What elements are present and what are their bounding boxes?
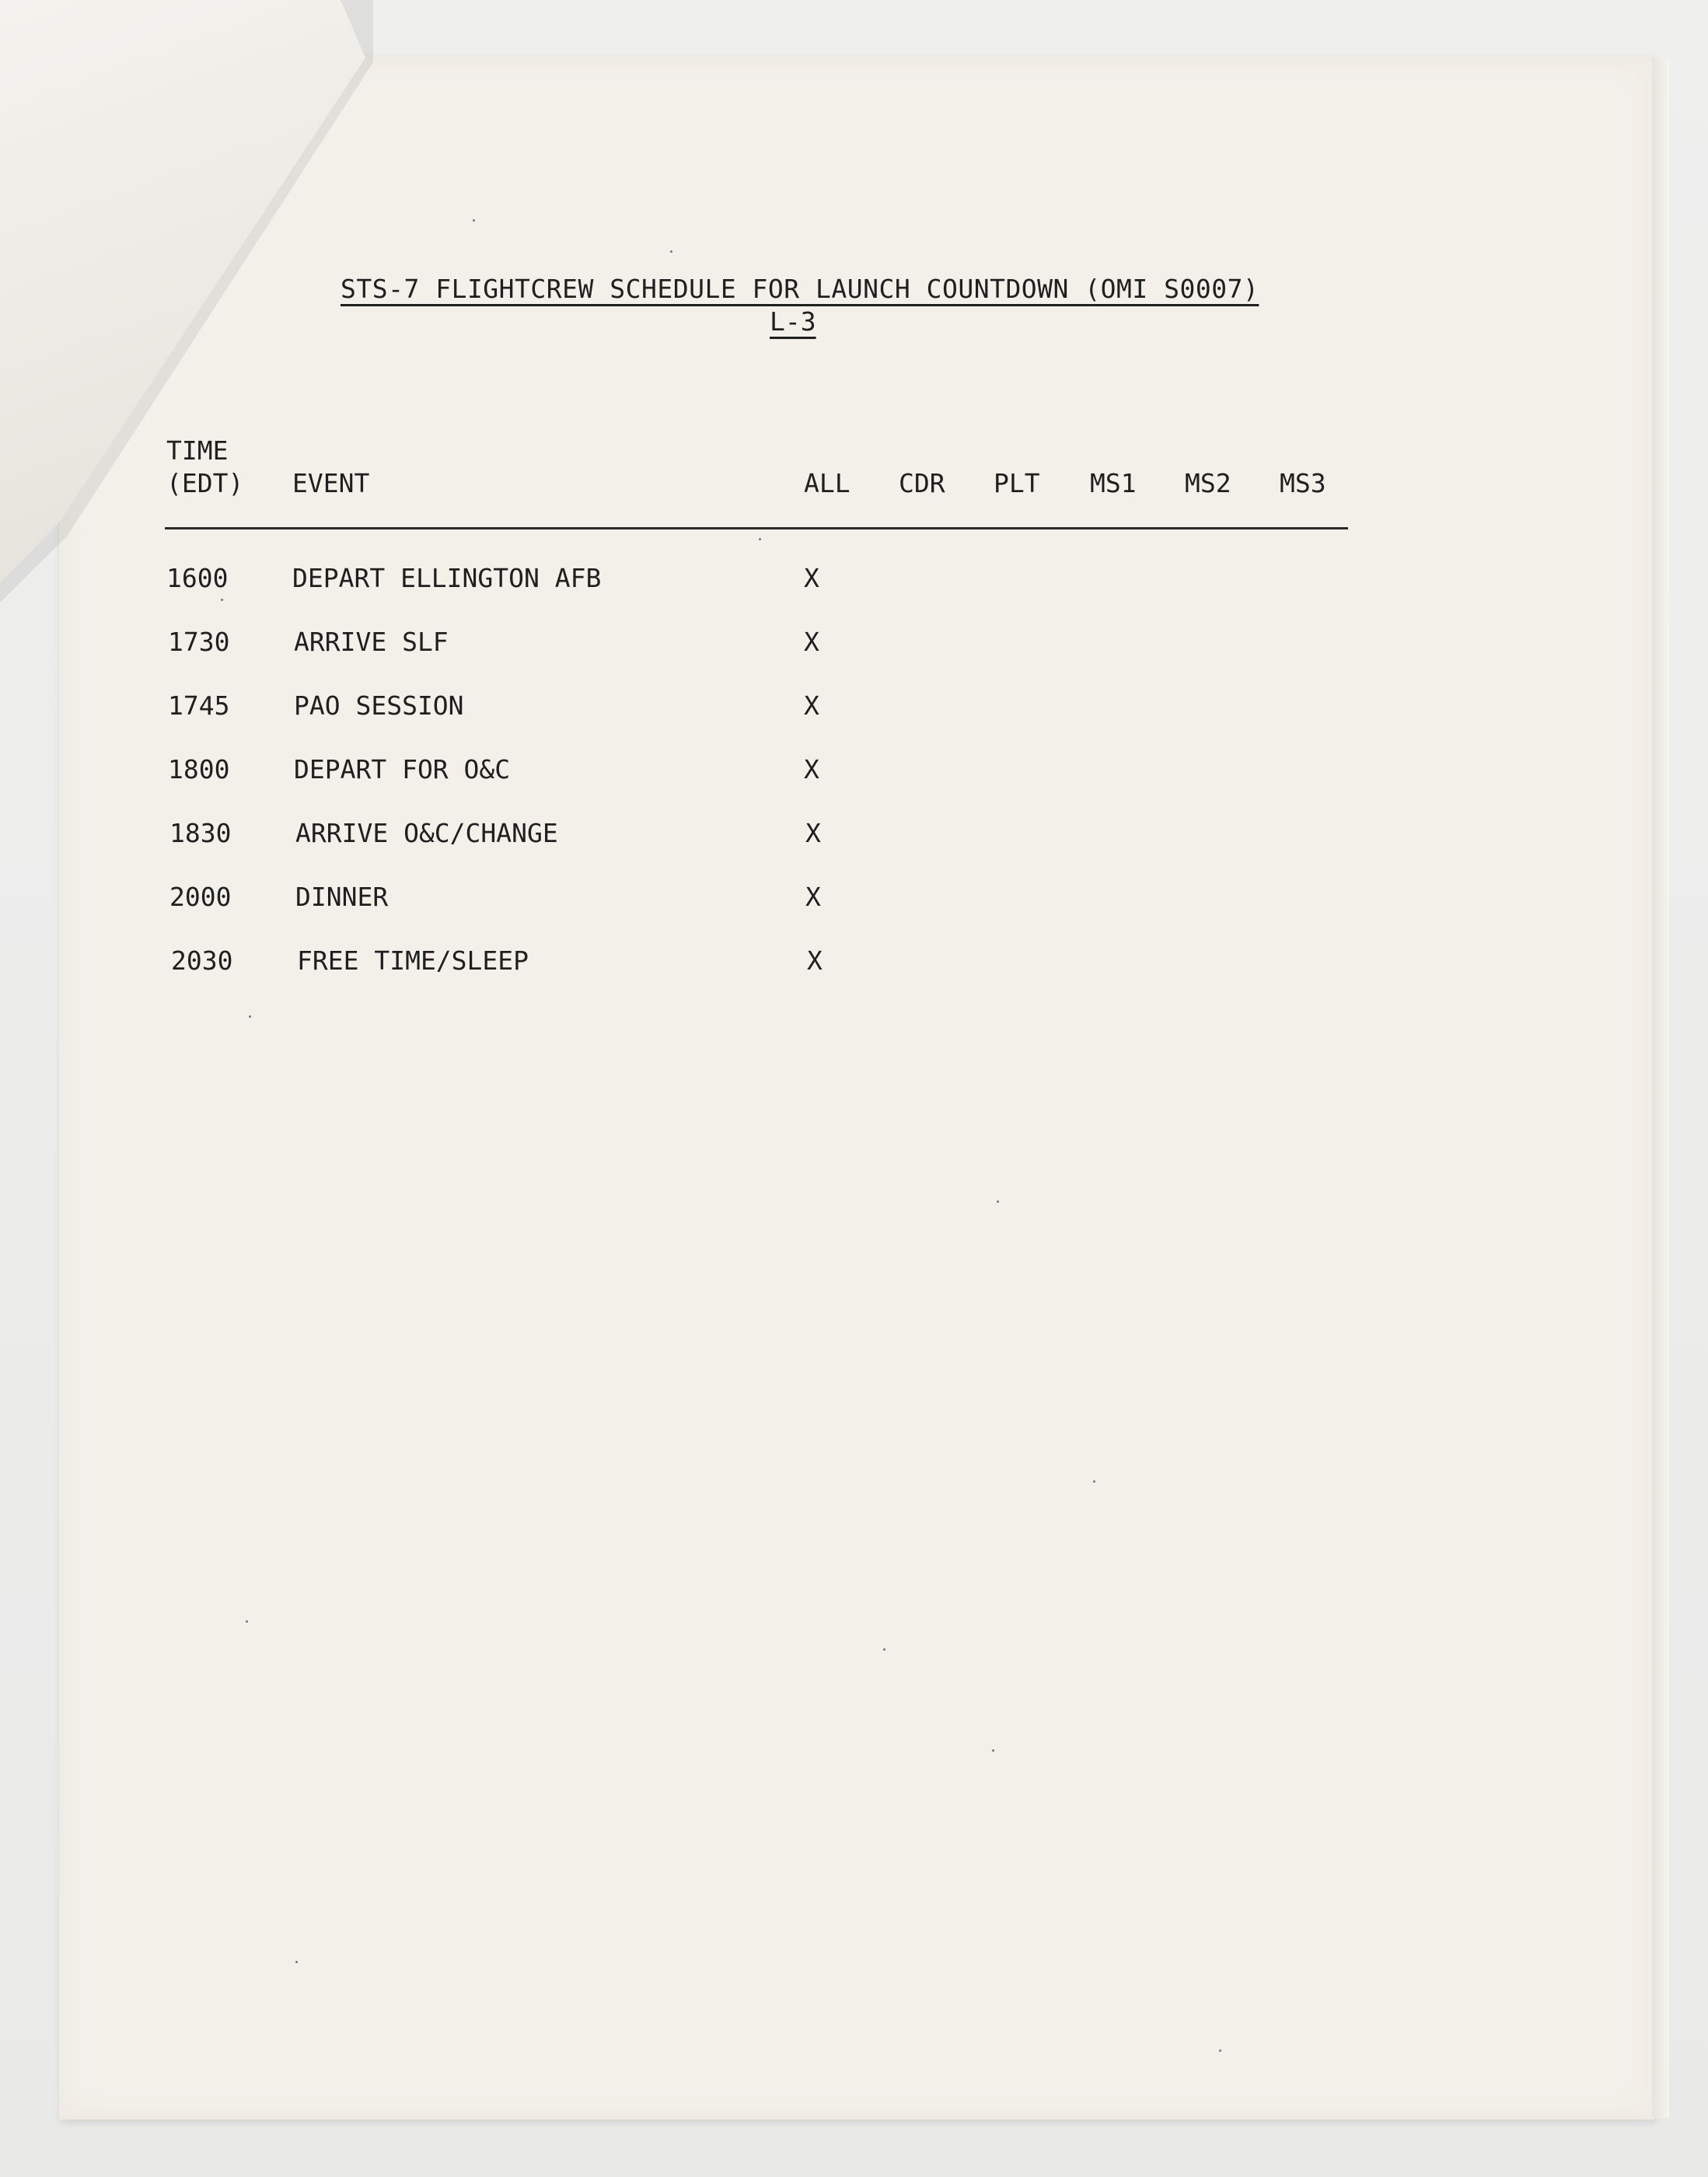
row-event: ARRIVE SLF: [294, 627, 449, 657]
row-event: DEPART FOR O&C: [294, 754, 511, 784]
paper-speck: [1093, 1480, 1095, 1483]
table-row: [0, 754, 1708, 793]
paper-speck: [997, 1200, 999, 1203]
header-ms3: MS3: [1280, 468, 1326, 498]
paper-speck: [883, 1648, 885, 1651]
row-all-mark: X: [807, 945, 823, 976]
row-all-mark: X: [804, 627, 819, 657]
row-all-mark: X: [805, 882, 821, 912]
header-cdr: CDR: [899, 468, 945, 498]
row-event: ARRIVE O&C/CHANGE: [295, 818, 558, 848]
document-title: STS-7 FLIGHTCREW SCHEDULE FOR LAUNCH COUNTDOWN (OMI S0007): [341, 274, 1259, 304]
row-all-mark: X: [804, 690, 819, 721]
header-event: EVENT: [292, 468, 370, 498]
row-time: 1745: [168, 690, 230, 721]
page-stack-edge: [1652, 58, 1669, 2118]
paper-speck: [1219, 2049, 1221, 2052]
table-row: [0, 945, 1708, 984]
paper-speck: [246, 1620, 248, 1623]
table-row: [0, 882, 1708, 921]
header-all: ALL: [804, 468, 851, 498]
row-event: DINNER: [295, 882, 389, 912]
document-page: [59, 56, 1654, 2119]
row-time: 1830: [169, 818, 232, 848]
row-time: 1800: [168, 754, 230, 784]
paper-speck: [670, 250, 672, 253]
header-ms2: MS2: [1185, 468, 1231, 498]
paper-speck: [249, 1015, 251, 1018]
paper-speck: [759, 538, 761, 540]
header-ms1: MS1: [1090, 468, 1137, 498]
row-time: 2000: [169, 882, 232, 912]
row-all-mark: X: [805, 818, 821, 848]
paper-speck: [473, 219, 475, 222]
row-all-mark: X: [804, 754, 819, 784]
table-row: [0, 690, 1708, 729]
header-time-line2: (EDT): [166, 468, 244, 498]
paper-speck: [992, 1749, 994, 1752]
header-rule: [165, 527, 1348, 529]
table-row: [0, 563, 1708, 602]
table-row: [0, 818, 1708, 857]
header-time-line1: TIME: [166, 435, 229, 466]
header-plt: PLT: [994, 468, 1040, 498]
row-all-mark: X: [804, 563, 819, 593]
table-row: [0, 627, 1708, 666]
row-time: 1600: [166, 563, 229, 593]
row-event: DEPART ELLINGTON AFB: [292, 563, 602, 593]
row-event: PAO SESSION: [294, 690, 464, 721]
document-subtitle: L-3: [770, 306, 816, 337]
row-time: 2030: [171, 945, 233, 976]
row-event: FREE TIME/SLEEP: [297, 945, 529, 976]
paper-speck: [221, 599, 223, 601]
row-time: 1730: [168, 627, 230, 657]
paper-speck: [295, 1961, 298, 1963]
